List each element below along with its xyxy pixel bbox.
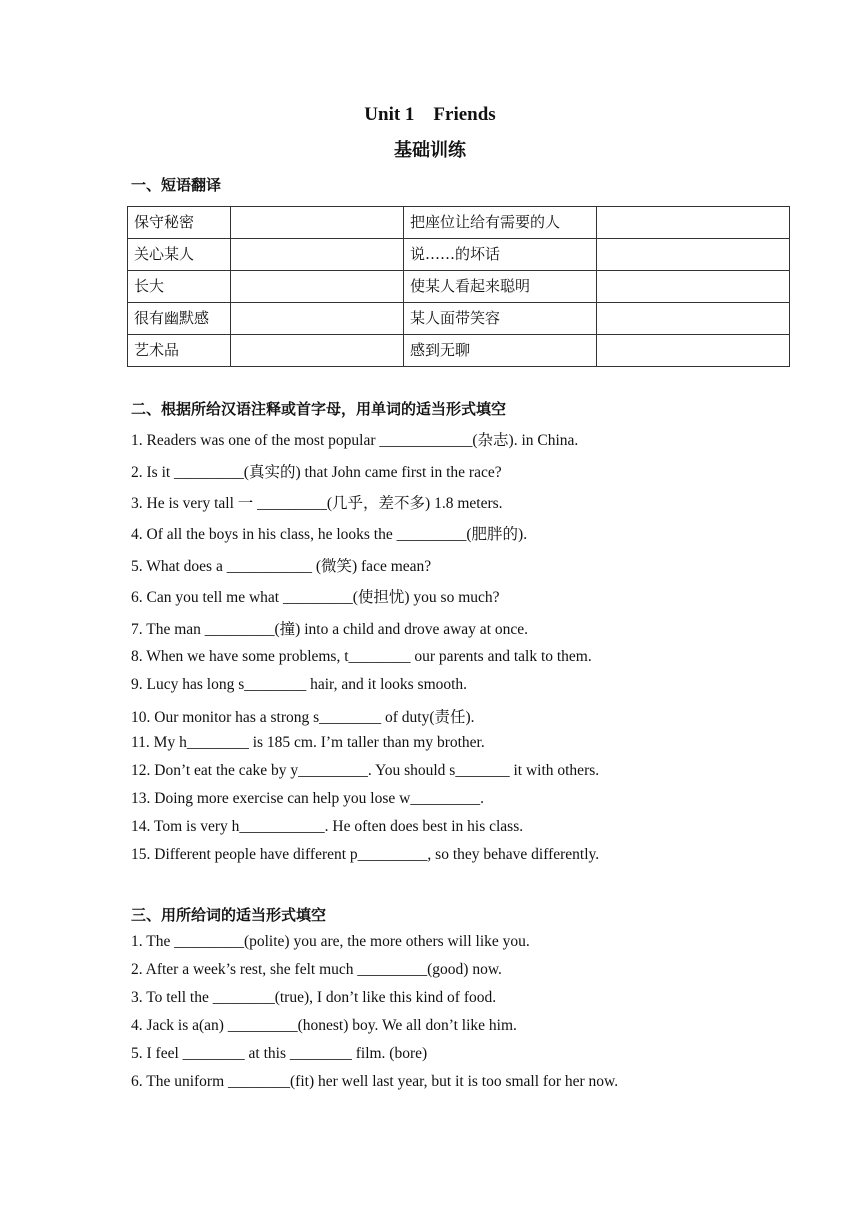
answer-cell[interactable] [597,207,790,239]
table-row [128,335,790,367]
question-item: 4. Of all the boys in his class, he looks the _________(肥胖的). [131,526,528,543]
section1-heading: 一、短语翻译 [131,176,222,194]
question-item: 7. The man _________(撞) into a child and drove away at once. [131,621,529,638]
answer-cell[interactable] [231,303,404,335]
table-row [128,239,790,271]
question-item: 14. Tom is very h___________. He often does best in his class. [131,818,524,835]
question-item: 6. Can you tell me what _________(使担忧) you so much? [131,589,500,606]
phrase-cell: 关心某人 [128,239,231,271]
answer-cell[interactable] [597,239,790,271]
answer-cell[interactable] [597,271,790,303]
question-item: 1. The _________(polite) you are, the more others will like you. [131,933,530,950]
question-item: 6. The uniform ________(fit) her well last year, but it is too small for her now. [131,1073,619,1090]
page-title: Unit 1 Friends [364,104,496,125]
phrase-cell: 使某人看起来聪明 [404,271,597,303]
phrase-translation-table [127,206,790,367]
phrase-cell: 保守秘密 [128,207,231,239]
answer-cell[interactable] [231,239,404,271]
phrase-cell: 把座位让给有需要的人 [404,207,597,239]
question-item: 5. I feel ________ at this ________ film. (bore) [131,1045,428,1062]
question-item: 10. Our monitor has a strong s________ of duty(责任). [131,709,475,726]
page-subtitle: 基础训练 [394,140,466,161]
phrase-cell: 艺术品 [128,335,231,367]
table-row [128,271,790,303]
question-item: 9. Lucy has long s________ hair, and it looks smooth. [131,676,468,693]
answer-cell[interactable] [597,303,790,335]
question-item: 3. To tell the ________(true), I don’t like this kind of food. [131,989,497,1006]
question-item: 2. After a week’s rest, she felt much _________(good) now. [131,961,502,978]
phrase-cell: 某人面带笑容 [404,303,597,335]
question-item: 13. Doing more exercise can help you lose w_________. [131,790,484,807]
question-item: 5. What does a ___________ (微笑) face mean? [131,558,432,575]
answer-cell[interactable] [231,207,404,239]
table-row [128,207,790,239]
question-item: 11. My h________ is 185 cm. I’m taller than my brother. [131,734,485,751]
answer-cell[interactable] [597,335,790,367]
answer-cell[interactable] [231,271,404,303]
answer-cell[interactable] [231,335,404,367]
question-item: 8. When we have some problems, t________ our parents and talk to them. [131,648,592,665]
table-row [128,303,790,335]
phrase-cell: 感到无聊 [404,335,597,367]
section3-heading: 三、用所给词的适当形式填空 [131,906,327,924]
question-item: 2. Is it _________(真实的) that John came first in the race? [131,464,502,481]
question-item: 3. He is very tall 一 _________(几乎，差不多) 1.8 meters. [131,495,503,512]
question-item: 1. Readers was one of the most popular ____________(杂志). in China. [131,432,579,449]
question-item: 4. Jack is a(an) _________(honest) boy. We all don’t like him. [131,1017,517,1034]
phrase-cell: 很有幽默感 [128,303,231,335]
question-item: 12. Don’t eat the cake by y_________. You should s_______ it with others. [131,762,600,779]
phrase-cell: 说……的坏话 [404,239,597,271]
section2-heading: 二、根据所给汉语注释或首字母，用单词的适当形式填空 [131,400,507,418]
question-item: 15. Different people have different p_________, so they behave differently. [131,846,600,863]
phrase-cell: 长大 [128,271,231,303]
